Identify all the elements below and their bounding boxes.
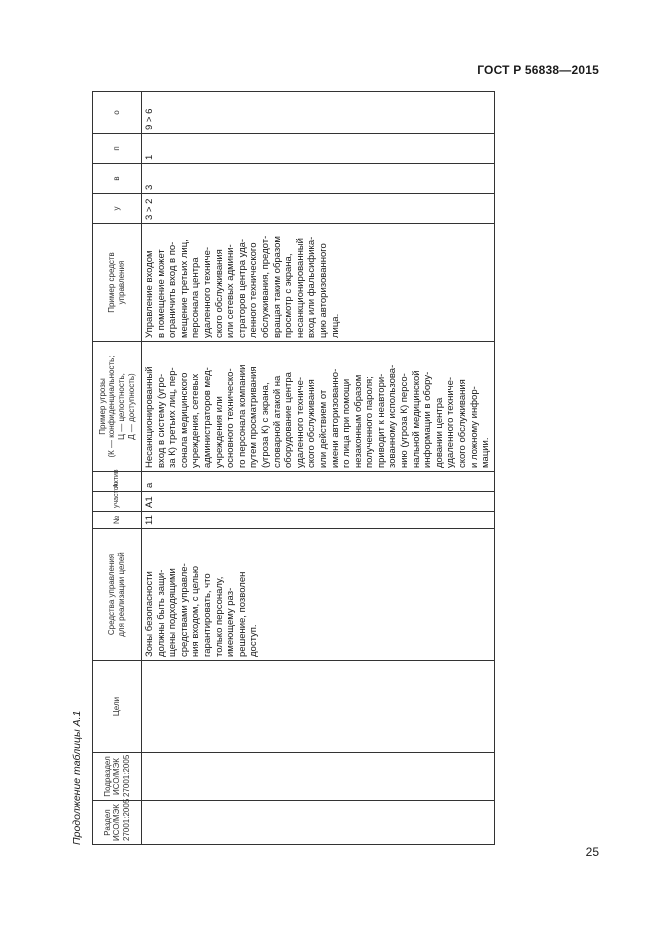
col-header-goals: Цели <box>93 661 142 753</box>
col-header-p: п <box>93 134 142 164</box>
cell-number: 11 <box>142 512 495 529</box>
col-header-threat: Пример угрозы (К — конфиденциальность; Ц — целостность, Д — доступность) <box>93 342 142 472</box>
cell-o: 9 > 6 <box>142 92 495 134</box>
col-header-area: участок <box>93 492 142 512</box>
col-header-controls: Средства управления для реализации целей <box>93 529 142 661</box>
rotated-table-block <box>70 92 492 845</box>
cell-asset: а <box>142 472 495 492</box>
cell-area: А1 <box>142 492 495 512</box>
col-header-subsection: Подраздел ИСО/МЭК 27001:2005 <box>93 753 142 801</box>
col-header-v: в <box>93 164 142 194</box>
cell-goals <box>142 661 495 753</box>
col-header-number: № <box>93 512 142 529</box>
col-header-u: у <box>93 194 142 224</box>
cell-section <box>142 801 495 845</box>
table-caption: Продолжение таблицы А.1 <box>71 710 83 845</box>
cell-v: 3 <box>142 164 495 194</box>
col-header-asset: Актив <box>93 472 142 492</box>
cell-p: 1 <box>142 134 495 164</box>
col-header-section: Раздел ИСО/МЭК 27001:2005 <box>93 801 142 845</box>
cell-u: 3 > 2 <box>142 194 495 224</box>
table-header-row <box>93 92 142 845</box>
cell-subsection <box>142 753 495 801</box>
cell-example-controls: Управление входом в помещение может ограничить вход в по- мещение третьих лиц, персонала центра удаленного техниче- ского обслуживания или сетевых админи- страторов центра уда- ленного технического обслуживания, предот- вращая таким образом просмотр с экрана, несанкционированный вход или фальсифика- цию авторизованного лица. <box>142 224 495 342</box>
cell-controls: Зоны безопасности должны быть защи- щены подходящими средствами управле- ния входом, с целью гарантировать, что только персоналу, имеющему раз- решение, позволен доступ. <box>142 529 495 661</box>
table-row <box>142 92 495 845</box>
threat-table <box>92 91 495 845</box>
col-header-o: о <box>93 92 142 134</box>
col-header-example-controls: Пример средств управления <box>93 224 142 342</box>
page-number: 25 <box>585 845 599 859</box>
document-code: ГОСТ Р 56838—2015 <box>477 63 599 77</box>
cell-threat: Несанкционированный вход в систему (угро- за К) третьих лиц, пер- сонала медицинского учреждения, сетевых администраторов мед- учреждения или основного техническо- го персонала компании путем просматривания (угроза К) с экрана, словарной атакой на оборудование центра удаленного техниче- ского обслуживания или действием от имени авторизованно- го лица при помощи незаконным образом полученного пароля; приводит к неавтори- зованному использова- нию (угроза К) персо- нальной медицинской информации в обору- довании центра удаленного техниче- ского обслуживания и ложному инфор- мации. <box>142 342 495 472</box>
